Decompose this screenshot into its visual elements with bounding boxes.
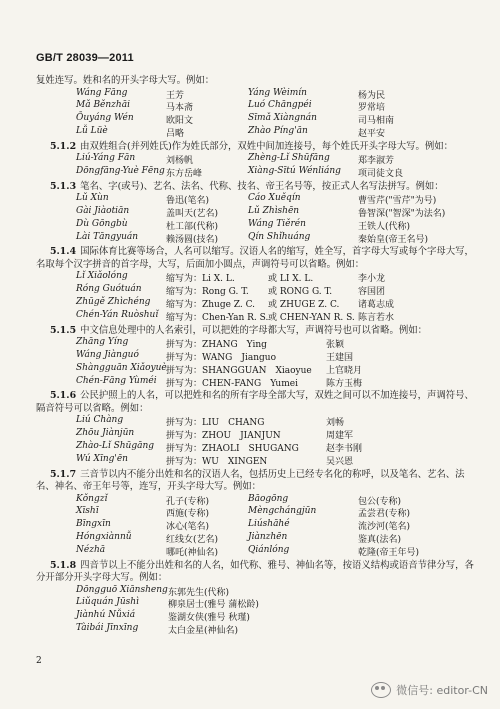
clause-text: 笔名、字(或号)、艺名、法名、代称、技名、帝王名号等，按正式人名写法拼写。例如： xyxy=(80,180,444,192)
example-cell: 柳泉居士(雅号 蒲松龄) xyxy=(168,600,259,611)
example-row xyxy=(36,206,476,219)
clause-text: 由双姓组合(并列姓氏)作为姓氏部分，双姓中间加连接号，每个姓氏开头字母大写。例如： xyxy=(80,140,454,152)
example-row xyxy=(36,376,476,389)
example-row xyxy=(36,153,476,166)
example-cell: 拼写为：ZHOU JIANJUN xyxy=(166,431,281,442)
example-cell: 陈方玉梅 xyxy=(326,378,363,389)
example-cell: Cáo Xuěqín xyxy=(248,193,301,204)
pinyin-name: Chén-Yán Ruòshuǐ xyxy=(76,309,159,320)
example-cell: 或 LI X. L. xyxy=(268,274,314,285)
example-cell: 李小龙 xyxy=(358,274,386,285)
clause-number: 5.1.5 xyxy=(50,324,77,336)
example-row xyxy=(36,623,476,636)
section-s0 xyxy=(36,75,476,139)
example-cell: 拼写为：ZHAOLI SHUGANG xyxy=(166,443,299,454)
example-row xyxy=(36,506,476,519)
example-row xyxy=(36,297,476,310)
example-cell: 拼写为：CHEN-FANG Yumei xyxy=(166,378,298,389)
pinyin-name: Wáng Jiànguó xyxy=(76,349,139,360)
example-row xyxy=(36,310,476,323)
example-cell: 乾隆(帝王年号) xyxy=(358,547,420,558)
pinyin-name: Tàibái Jīnxīng xyxy=(76,622,139,633)
example-row xyxy=(36,494,476,507)
example-cell: 缩写为：Zhuge Z. C. xyxy=(166,300,256,311)
example-cell: 鉴真(法名) xyxy=(358,534,402,545)
example-cell: 杨为民 xyxy=(358,90,386,101)
example-cell: 曹雪芹("雪芹"为号) xyxy=(358,196,437,207)
section-paragraph xyxy=(36,75,476,88)
example-cell: 欧阳文 xyxy=(166,116,194,127)
example-cell: Bāogōng xyxy=(248,493,289,504)
example-cell: 司马相南 xyxy=(358,116,395,127)
clause-text: 公民护照上的人名，可以把姓和名的所有字母全部大写，双姓之间可以不加连接号，声调符号、隔音符号可以省略。例如： xyxy=(36,390,474,414)
example-row xyxy=(36,428,476,441)
example-cell: 杜工部(代称) xyxy=(166,221,219,232)
pinyin-name: Ōuyáng Wén xyxy=(76,113,134,124)
example-cell: 拼写为：LIU CHANG xyxy=(166,418,265,429)
example-cell: Jiànzhēn xyxy=(248,531,288,542)
pinyin-name: Zhào-Lǐ Shūgāng xyxy=(76,440,155,451)
pinyin-name: Jiànhú Nǚxiá xyxy=(76,610,136,621)
example-cell: 拼写为：WANG Jianguo xyxy=(166,352,276,363)
wechat-icon xyxy=(371,682,391,698)
section-s6 xyxy=(36,469,476,558)
pinyin-name: Dù Gōngbù xyxy=(76,218,128,229)
clause-number: 5.1.4 xyxy=(50,246,77,258)
clause-text: 三音节以内不能分出姓和名的汉语人名，包括历史上已经专名化的称呼，以及笔名、艺名、法名、神名、帝王年号等，连写，开头字母大写。例如： xyxy=(36,468,465,493)
section-s2 xyxy=(36,181,476,245)
example-cell: 包公(专称) xyxy=(358,496,402,507)
clause-number: 5.1.6 xyxy=(50,390,77,402)
example-cell: Xiàng-Sītú Wénliáng xyxy=(248,165,341,176)
example-row xyxy=(36,597,476,610)
example-cell: 哪吒(神仙名) xyxy=(166,547,219,558)
pinyin-name: Xīshī xyxy=(76,506,99,517)
example-cell: Qín Shǐhuáng xyxy=(248,231,311,242)
example-cell: 孔子(专称) xyxy=(166,496,210,507)
example-cell: 鲁迅(笔名) xyxy=(166,196,210,207)
pinyin-name: Zhāng Yíng xyxy=(76,337,129,348)
example-row xyxy=(36,271,476,284)
example-cell: 缩写为：Rong G. T. xyxy=(166,287,249,298)
page-number: 2 xyxy=(36,656,42,666)
clause-text: 四音节以上不能分出姓和名的人名，如代称、雅号、神仙名等，按语义结构或语音节律分写，各分开部分开头字母大写。例如： xyxy=(36,559,474,584)
example-cell: 拼写为：ZHANG Ying xyxy=(166,340,267,351)
pinyin-name: Shàngguān Xiǎoyuè xyxy=(76,362,167,373)
clause-text: 中文信息处理中的人名索引，可以把姓的字母都大写，声调符号也可以省略。例如： xyxy=(80,324,427,336)
pinyin-name: Liú Chàng xyxy=(76,415,124,426)
example-cell: 缩写为：Li X. L. xyxy=(166,274,235,285)
pinyin-name: Mǎ Běnzhāi xyxy=(76,100,130,111)
example-row xyxy=(36,166,476,179)
example-row xyxy=(36,219,476,232)
example-row xyxy=(36,126,476,139)
pinyin-name: Hóngxiànnǚ xyxy=(76,531,132,542)
example-row xyxy=(36,585,476,598)
example-cell: 盖叫天(艺名) xyxy=(166,209,219,220)
example-cell: Zhèng-Lǐ Shūfāng xyxy=(248,153,330,164)
section-s7 xyxy=(36,560,476,636)
section-s4 xyxy=(36,325,476,389)
pinyin-name: Chén-Fāng Yùméi xyxy=(76,375,157,386)
example-cell: Yáng Wèimín xyxy=(248,87,307,98)
example-cell: 项司徒文良 xyxy=(358,168,404,179)
example-row xyxy=(36,532,476,545)
pinyin-name: Wú Xīng'ēn xyxy=(76,453,128,464)
example-cell: 赖汤圆(技名) xyxy=(166,234,219,245)
example-row xyxy=(36,350,476,363)
example-cell: Sīmǎ Xiàngnán xyxy=(248,113,317,124)
example-row xyxy=(36,441,476,454)
example-cell: 郑李淑芳 xyxy=(358,156,395,167)
example-cell: Mèngchángjūn xyxy=(248,506,317,517)
example-row xyxy=(36,545,476,558)
example-cell: 拼写为：WU XINGEN xyxy=(166,456,268,467)
example-row xyxy=(36,363,476,376)
example-row xyxy=(36,519,476,532)
pinyin-name: Lǔ Xùn xyxy=(76,193,109,204)
example-cell: 赵平安 xyxy=(358,128,386,139)
example-row xyxy=(36,193,476,206)
example-cell: 鉴湖女侠(雅号 秋瑾) xyxy=(168,613,250,624)
example-cell: Liúshāhé xyxy=(248,519,290,530)
pinyin-name: Dōngfāng-Yuè Fēng xyxy=(76,165,165,176)
example-cell: 拼写为：SHANGGUAN Xiaoyue xyxy=(166,365,312,376)
example-cell: 太白金星(神仙名) xyxy=(168,625,239,636)
example-row xyxy=(36,337,476,350)
section-s3 xyxy=(36,246,476,322)
section-paragraph xyxy=(36,246,476,271)
pinyin-name: Lǐ Xiǎolóng xyxy=(76,271,128,282)
example-cell: 吴兴恩 xyxy=(326,456,354,467)
example-cell: 罗常培 xyxy=(358,103,386,114)
section-s1 xyxy=(36,141,476,179)
pinyin-name: Bīngxīn xyxy=(76,519,111,530)
example-cell: 东方岳峰 xyxy=(166,168,203,179)
clause-number: 5.1.3 xyxy=(50,180,77,192)
pinyin-name: Dōngguō Xiānsheng xyxy=(76,584,168,595)
example-cell: 秦始皇(帝王名号) xyxy=(358,234,429,245)
example-cell: 诸葛志成 xyxy=(358,300,395,311)
pinyin-name: Zhūgě Zhìchéng xyxy=(76,297,151,308)
example-cell: 容国团 xyxy=(358,287,386,298)
example-cell: 张颖 xyxy=(326,340,345,351)
section-paragraph xyxy=(36,560,476,585)
example-cell: 缩写为：Chen-Yan R. S. xyxy=(166,312,269,323)
example-cell: 王建国 xyxy=(326,352,354,363)
pinyin-name: Lài Tāngyuán xyxy=(76,231,139,242)
clause-text: 复姓连写。姓和名的开头字母大写。例如： xyxy=(36,75,215,86)
pinyin-name: Liú-Yáng Fān xyxy=(76,153,136,164)
example-cell: Zhào Píng'ān xyxy=(248,125,308,136)
example-cell: Qiánlóng xyxy=(248,544,290,555)
pinyin-name: Kǒngzǐ xyxy=(76,493,108,504)
pinyin-name: Róng Guótuán xyxy=(76,284,142,295)
example-cell: 王铁人(代称) xyxy=(358,221,411,232)
example-row xyxy=(36,113,476,126)
example-row xyxy=(36,284,476,297)
example-cell: 或 ZHUGE Z. C. xyxy=(268,300,340,311)
pinyin-name: Lǚ Lüè xyxy=(76,125,108,136)
example-cell: 或 RONG G. T. xyxy=(268,287,333,298)
watermark-text: 微信号: editor-CN xyxy=(396,684,488,697)
section-paragraph xyxy=(36,469,476,494)
example-cell: 鲁智深("智深"为法名) xyxy=(358,209,446,220)
example-cell: Lǔ Zhìshēn xyxy=(248,206,300,217)
example-cell: 流沙河(笔名) xyxy=(358,522,411,533)
pinyin-name: Zhōu Jiànjūn xyxy=(76,428,135,439)
example-cell: 周建军 xyxy=(326,431,354,442)
section-paragraph xyxy=(36,181,476,194)
example-cell: Wáng Tiěrén xyxy=(248,218,306,229)
example-cell: 孟尝君(专称) xyxy=(358,509,411,520)
clause-number: 5.1.7 xyxy=(50,468,77,480)
clause-number: 5.1.8 xyxy=(50,559,77,571)
example-row xyxy=(36,454,476,467)
document-body xyxy=(36,74,476,638)
pinyin-name: Gài Jiàotiān xyxy=(76,206,130,217)
example-cell: 王芳 xyxy=(166,90,185,101)
section-s5 xyxy=(36,390,476,466)
example-cell: 西施(专称) xyxy=(166,509,210,520)
example-row xyxy=(36,415,476,428)
example-cell: 赵李书刚 xyxy=(326,443,363,454)
pinyin-name: Nézhā xyxy=(76,544,106,555)
example-cell: 吕略 xyxy=(166,128,185,139)
example-cell: 红线女(艺名) xyxy=(166,534,219,545)
wechat-watermark xyxy=(371,682,488,698)
example-cell: 冰心(笔名) xyxy=(166,522,210,533)
example-cell: 刘杨帆 xyxy=(166,156,194,167)
example-cell: Luó Chāngpéi xyxy=(248,100,312,111)
example-row xyxy=(36,610,476,623)
example-cell: 马本斋 xyxy=(166,103,194,114)
example-cell: 陈言若水 xyxy=(358,312,395,323)
section-paragraph xyxy=(36,390,476,415)
pinyin-name: Liǔquán Jūshì xyxy=(76,597,139,608)
example-cell: 东郭先生(代称) xyxy=(168,587,230,598)
example-row xyxy=(36,88,476,101)
section-paragraph xyxy=(36,141,476,154)
clause-text: 国际体育比赛等场合，人名可以缩写。汉语人名的缩写，姓全写，首字母大写或每个字母大写，名取每个汉字拼音的首字母，大写，后面加小圆点，声调符号可以省略。例如： xyxy=(36,246,474,270)
standard-header: GB/T 28039—2011 xyxy=(36,52,134,64)
section-paragraph xyxy=(36,325,476,338)
pinyin-name: Wáng Fāng xyxy=(76,87,128,98)
example-cell: 上官晓月 xyxy=(326,365,363,376)
example-cell: 刘畅 xyxy=(326,418,345,429)
example-row xyxy=(36,100,476,113)
example-row xyxy=(36,232,476,245)
example-cell: 或 CHEN-YAN R. S. xyxy=(268,312,355,323)
clause-number: 5.1.2 xyxy=(50,140,77,152)
